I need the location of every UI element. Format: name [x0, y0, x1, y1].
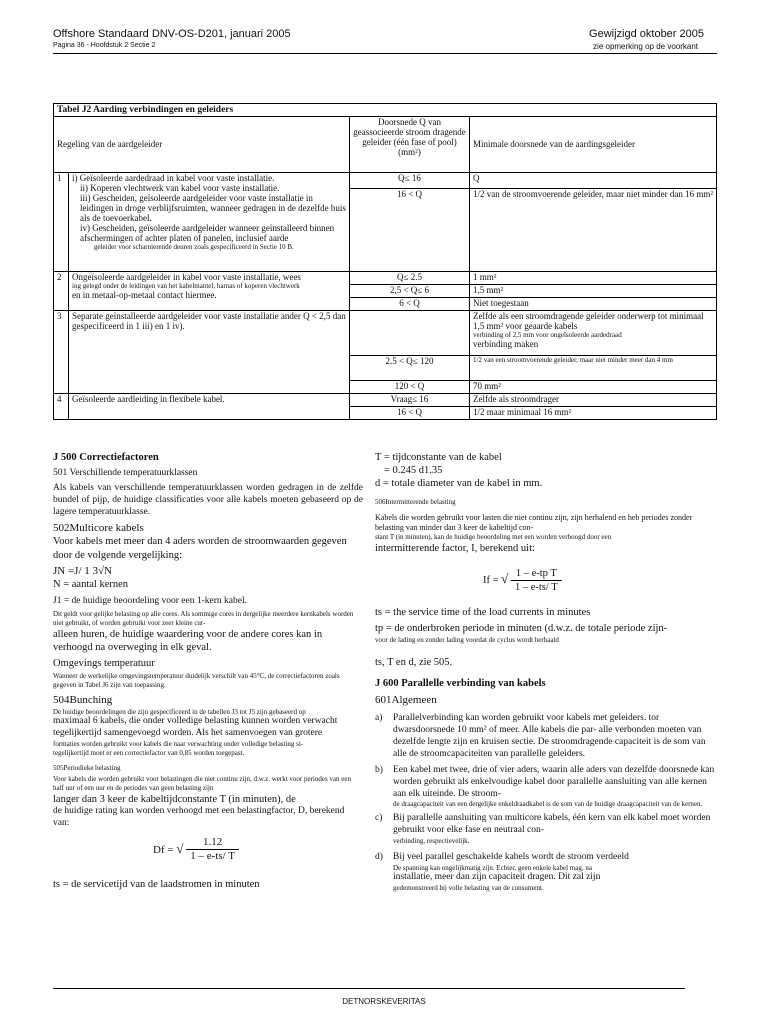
min-section-text: verbinding of 2,5 mm voor ongeïsoleerde aardedraad: [473, 330, 622, 339]
t-definition: T = tijdconstante van de kabel: [375, 452, 502, 463]
if-denominator: 1 – e-ts/ T: [514, 582, 558, 594]
min-section-cell: 70 mm²: [470, 381, 717, 394]
cross-section-cell: 6 < Q: [350, 298, 470, 311]
cross-section-cell: 120 < Q: [350, 381, 470, 394]
row-item: en in metaal-op-metaal contact hiermee.: [72, 290, 217, 301]
list-item: a) Parallelverbinding kan worden gebruikt voor kabels met geleiders. tor dwarsdoorsnede 10 mm² of meer. Alle kabels die par- alle verbonden moeten van dezelfde lengte zijn en kruisen sectie. De stroomdragende capaciteit is de som van alle de stroomcapaciteiten van parallelle geleiders.: [375, 713, 720, 761]
row-item: iii) Gescheiden, geïsoleerde aardgeleider voor vaste installatie in leidingen in droge verblijfsruimten, wanneer gedragen in de dezelfde buis als de toevoerkabel.: [80, 193, 346, 223]
header-rule: [53, 53, 717, 54]
paragraph-504c: formaties worden gebruikt voor kabels die naar verwachting onder volledige belasting si-: [53, 740, 304, 748]
list-item: b) Een kabel met twee, drie of vier aders, waarin alle aders van dezelfde doorsnede kan worden gebruikt als enkelvoudige kabel door parallelle aansluiting van alle kernen aan elk uiteinde. De stroom- de draagcapaciteit van een dergelijke enkeldraadkabel is de som van de huidige draagcapaciteit van de kernen.: [375, 765, 720, 809]
cross-section-cell: 16 < Q: [350, 189, 470, 272]
min-section-text: Zelfde als een stroomdragende geleider onderwerp tot minimaal 1,5 mm² voor geaarde kabels: [473, 311, 704, 331]
t-equation: = 0.245 d1.35: [384, 465, 443, 477]
df-denominator: 1 – e-ts/ T: [190, 850, 235, 863]
paragraph-506a: Kabels die worden gebruikt voor lasten die niet continu zijn, zijn herhalend en heb periodes zonder belasting van minder dan 3 keer de kabeltijd con-: [375, 513, 693, 533]
ts-definition-right: ts = the service time of the load currents in minutes: [375, 607, 591, 619]
section-heading-j500: J 500 Correctiefactoren: [53, 452, 159, 463]
cross-section-cell: 2.5 < Q≤ 120: [350, 356, 470, 381]
table-row: [54, 272, 717, 285]
col-header-arrangement: Regeling van de aardgeleider: [54, 117, 350, 173]
equation-df: Df = √ $\frac{1.12}{1 - e-ts/ T}$: [153, 836, 363, 865]
paragraph-506c: intermitterende factor, I, berekend uit:: [375, 542, 535, 554]
min-section-cell: 1/2 van een stroomvoerende geleider, maar niet minder meer dan 4 mm: [470, 356, 717, 381]
table-j2: [53, 103, 717, 420]
table-caption: Tabel J2 Aarding verbindingen en geleiders: [54, 104, 717, 117]
ts-definition: ts = de servicetijd van de laadstromen in minuten: [53, 879, 260, 891]
paragraph-505b: langer dan 3 keer de kabeltijdconstante T (in minuten), de: [53, 793, 296, 805]
cross-section-cell: Q≤ 2.5: [350, 272, 470, 285]
cross-section-cell: [350, 311, 470, 356]
paragraph-503: Wanneer de werkelijke omgevingstemperatuur duidelijk verschilt van 45°C, de correctiefactoren zoals gegeven in Tabel J6 zijn van toepassing.: [53, 672, 340, 689]
document-title: Offshore Standaard DNV-OS-D201, januari 2005: [53, 28, 291, 40]
paragraph-502b: Dit geldt voor gelijke belasting op alle cores. Als sommige cores in dergelijke meerdere kernkabels worden niet gebruikt, of worden gebruikt voor zeer kleine cur-: [53, 610, 354, 628]
row-item: Ongeïsoleerde aardgeleider in kabel voor vaste installatie, wees: [72, 272, 301, 283]
row-item: iv) Gescheiden, geïsoleerde aardgeleider wanneer geïnstalleerd binnen afschermingen of achter platen of panelen, inclusief aarde: [80, 222, 335, 243]
row-item: ing gelegd onder de leidingen van het kabelmantel, harnas of koperen vlechtwerk: [72, 282, 300, 291]
paragraph-502: Voor kabels met meer dan 4 aders worden de stroomwaarden gegeven door de volgende vergelijking:: [53, 536, 347, 561]
df-lhs: Df: [153, 843, 165, 856]
min-section-text: verbinding maken: [473, 338, 539, 349]
min-section-cell: Niet toegestaan: [470, 298, 717, 311]
subsection-504: 504Bunching: [53, 693, 113, 706]
df-numerator: 1.12: [186, 836, 239, 851]
revision-date: Gewijzigd oktober 2005: [589, 28, 704, 40]
item-d-text-3: installatie, meer dan zijn capaciteit dragen. Dit zal zijn: [393, 872, 601, 883]
paragraph-504d: tegelijkertijd moet er een correctiefactor van 0,85 worden toegepast.: [53, 748, 245, 757]
cross-section-cell: Q≤ 16: [350, 173, 470, 189]
if-lhs: If: [483, 575, 490, 587]
table-row: [54, 173, 717, 189]
item-d-text-4: gedemonstreerd bij volle belasting van de consument.: [393, 884, 544, 893]
col-header-min-cross-section: Minimale doorsnede van de aardingsgeleider: [470, 117, 717, 173]
item-d-text: Bij veel parallel geschakelde kabels wordt de stroom verdeeld: [393, 851, 629, 862]
subsection-505: 505Periodieke belasting: [53, 763, 121, 772]
section-heading-j600: J 600 Parallelle verbinding van kabels: [375, 678, 546, 690]
paragraph-505c: de huidige rating kan worden verhoogd met een belastingfactor, D, berekend van:: [53, 805, 345, 828]
page-location: Pagina 36 - Hoofdstuk 2 Sectie 2: [53, 42, 156, 49]
subsection-503: Omgevings temperatuur: [53, 658, 155, 670]
subsection-502: 502Multicore kabels: [53, 521, 144, 534]
item-d-text-2: De spanning kan ongelijkmatig zijn. Echter, geen enkele kabel mag, na: [393, 863, 592, 872]
d-definition: d = totale diameter van de kabel in mm.: [375, 478, 543, 490]
min-section-cell: 1 mm²: [470, 272, 717, 285]
paragraph-501: Als kabels van verschillende temperatuurklassen worden gedragen in de zelfde bundel of pijp, de huidige classificaties voor alle kabels moeten gebaseerd op de lagere temperatuurklasse.: [53, 483, 363, 517]
equation-if: If = √ $\frac{\text{1 – e-tp T}}{1 - e-ts/ T}$: [483, 567, 720, 594]
right-column: [375, 451, 720, 893]
cross-section-cell: 2,5 < Q≤ 6: [350, 285, 470, 298]
subsection-601: 601Algemeen: [375, 693, 437, 706]
tp-definition: tp = de onderbroken periode in minuten (d.w.z. de totale periode zijn-: [375, 623, 668, 635]
min-section-cell: 1,5 mm²: [470, 285, 717, 298]
item-b-text: Een kabel met twee, drie of vier aders, waarin alle aders van dezelfde doorsnede kan worden gebruikt als enkelvoudige kabel door parallelle aansluiting van alle kernen aan elk uiteinde. De stroom-: [393, 764, 715, 799]
min-section-cell: Zelfde als stroomdrager: [470, 394, 717, 407]
footer-publisher: DETNORSKEVERITAS: [342, 997, 426, 1006]
row-number: 1: [54, 173, 69, 272]
row-item: Geïsoleerde aardleiding in flexibele kabel.: [69, 394, 350, 420]
row-number: 2: [54, 272, 69, 311]
footer-rule: [53, 988, 685, 989]
table-row: [54, 394, 717, 407]
list-item: c) Bij parallelle aansluiting van multicore kabels, één kern van elk kabel moet worden gebruikt voor elke fase en neutraal con- verbinding, respectievelijk.: [375, 813, 720, 846]
paragraph-502c: alleen huren, de huidige waardering voor de andere cores kan in verhoogd na overweging in elk geval.: [53, 628, 323, 653]
cross-section-cell: 16 < Q: [350, 406, 470, 419]
item-c-text-cont: verbinding, respectievelijk.: [393, 836, 470, 845]
table-row: [54, 311, 717, 356]
min-section-cell: 1/2 van de stroomvoerende geleider, maar niet minder dan 16 mm²: [470, 189, 717, 272]
paragraph-504b: maximaal 6 kabels, die onder volledige belasting kunnen worden verwacht tegelijkertijd samengevoegd worden. Als het samenvoegen van grotere: [53, 716, 338, 739]
j1-definition: J1 = de huidige beoordeling voor een 1-kern kabel.: [53, 595, 247, 606]
row-number: 3: [54, 311, 69, 394]
col-header-cross-section: Doorsnede Q van geassocieerde stroom dragende geleider (één fase of pool) (mm²): [350, 117, 470, 173]
tp-definition-cont: voor de lading en zonder lading voordat de cyclus wordt herhaald: [375, 635, 559, 644]
row-item: geleider voor scharnierende deuren zoals gespecificeerd in Sectie 10 B.: [94, 242, 294, 251]
paragraph-504a: De huidige beoordelingen die zijn gespecificeerd in de tabellen J3 tot J5 zijn gebaseerd op: [53, 707, 306, 716]
equation-502: JN =J/ 1 3√N: [53, 564, 112, 577]
min-section-cell: 1/2 maar minimaal 16 mm²: [470, 406, 717, 419]
cross-section-cell: Vraag≤ 16: [350, 394, 470, 407]
row-item: i) Geïsoleerde aardedraad in kabel voor vaste installatie.: [72, 173, 275, 184]
subsection-506: 506Intermitterende belasting: [375, 498, 456, 507]
reference-505: ts, T en d, zie 505.: [375, 657, 453, 669]
subsection-501: 501 Verschillende temperatuurklassen: [53, 468, 198, 479]
item-a-text: Parallelverbinding kan worden gebruikt voor kabels met geleiders. tor dwarsdoorsnede 10 mm² of meer. Alle kabels die par- alle verbonden moeten van dezelfde lengte zijn en kruisen sectie. De stroomdragende capaciteit is de som van alle de stroomcapaciteiten van parallelle geleiders.: [393, 713, 706, 759]
list-item: d) Bij veel parallel geschakelde kabels wordt de stroom verdeeld De spanning kan ongelijkmatig zijn. Echter, geen enkele kabel mag, na installatie, meer dan zijn capaciteit dragen. Dit zal zijn gedemonstreerd bij volle belasting van de consument.: [375, 852, 720, 893]
item-b-text-cont: de draagcapaciteit van een dergelijke enkeldraadkabel is de som van de huidige draagcapaciteit van de kernen.: [393, 800, 703, 809]
row-item: ii) Koperen vlechtwerk van kabel voor vaste installatie.: [80, 183, 280, 194]
paragraph-506b: stant T (in minuten), kan de huidige beoordeling met een worden verhoogd door een: [375, 533, 612, 542]
paragraph-505a: Voor kabels die worden gebruikt voor belastingen die niet continu zijn, d.w.z. werkt voor periodes van een half uur of een uur en de periodes van geen belasting zijn: [53, 775, 352, 792]
left-column: [53, 451, 363, 891]
row-number: 4: [54, 394, 69, 420]
n-definition: N = aantal kernen: [53, 579, 129, 591]
min-section-cell: Q: [470, 173, 717, 189]
if-numerator: 1 – e-tp T: [511, 567, 562, 581]
row-item: Separate geïnstalleerde aardgeleider voor vaste installatie ander Q < 2,5 dan gespecificeerd in 1 iii) en 1 iv).: [69, 311, 350, 394]
revision-note: zie opmerking op de voorkant: [593, 42, 698, 51]
item-c-text: Bij parallelle aansluiting van multicore kabels, één kern van elk kabel moet worden gebruikt voor elke fase en neutraal con-: [393, 813, 711, 835]
